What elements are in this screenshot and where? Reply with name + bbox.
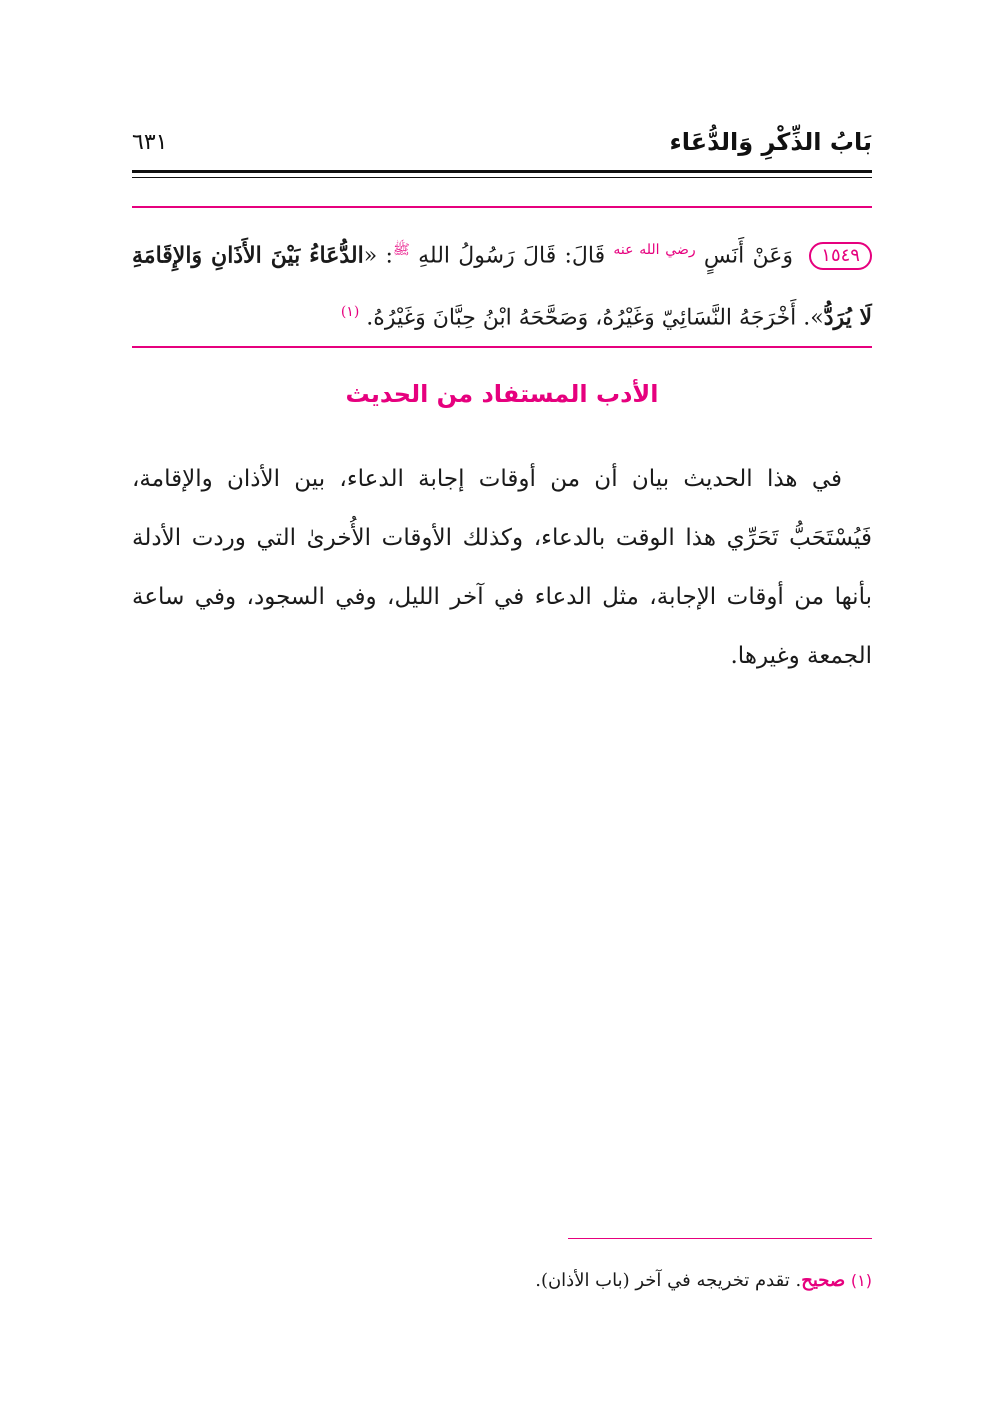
hadith-number-badge: ١٥٤٩ [809,242,872,270]
footnote-rule [568,1238,872,1239]
body-paragraph: في هذا الحديث بيان أن من أوقات إجابة الدعاء، بين الأذان والإقامة، فَيُسْتَحَبُّ تَحَرِّي هذا الوقت بالدعاء، وكذلك الأوقات الأُخرىٰ التي وردت الأدلة بأنها من أوقات الإجابة، مثل الدعاء في آخر الليل، وفي السجود، وفي ساعة الجمعة وغيرها. [132,466,872,669]
running-header [132,122,872,170]
hadith-block [132,206,872,348]
hadith-said: قَالَ: قَالَ رَسُولُ اللهِ [418,243,606,269]
footnote-grade: صحيح [801,1270,846,1291]
header-rule-thin [132,177,872,178]
hadith-quote-part2: لَا يُرَدُّ [823,304,872,331]
footnote [132,1268,872,1294]
header-rule [132,170,872,173]
section-heading: الأدب المستفاد من الحديث [345,380,659,408]
honorific-prophet-icon: ﷺ [392,242,410,258]
chapter-title: بَابُ الذِّكْرِ وَالدُّعَاء [669,128,872,156]
honorific-companion-icon: رضي الله عنه [613,242,696,258]
footnote-reference[interactable]: (١) [340,304,360,321]
hadith-text [132,222,872,347]
page-number: ٦٣١ [132,130,168,155]
footnote-text: . تقدم تخريجه في آخر (باب الأذان). [535,1270,802,1291]
hadith-colon: : « [363,243,393,269]
hadith-intro: وَعَنْ أَنَسٍ [703,243,793,269]
hadith-quote-part1: الدُّعَاءُ بَيْنَ الأَذَانِ وَالإِقَامَةِ [132,242,364,269]
footnote-marker: (١) [850,1271,872,1290]
hadith-takhrij: ». أَخْرَجَهُ النَّسَائِيّ وَغَيْرُهُ، وَصَحَّحَهُ ابْنُ حِبَّانَ وَغَيْرُهُ. [366,305,824,331]
